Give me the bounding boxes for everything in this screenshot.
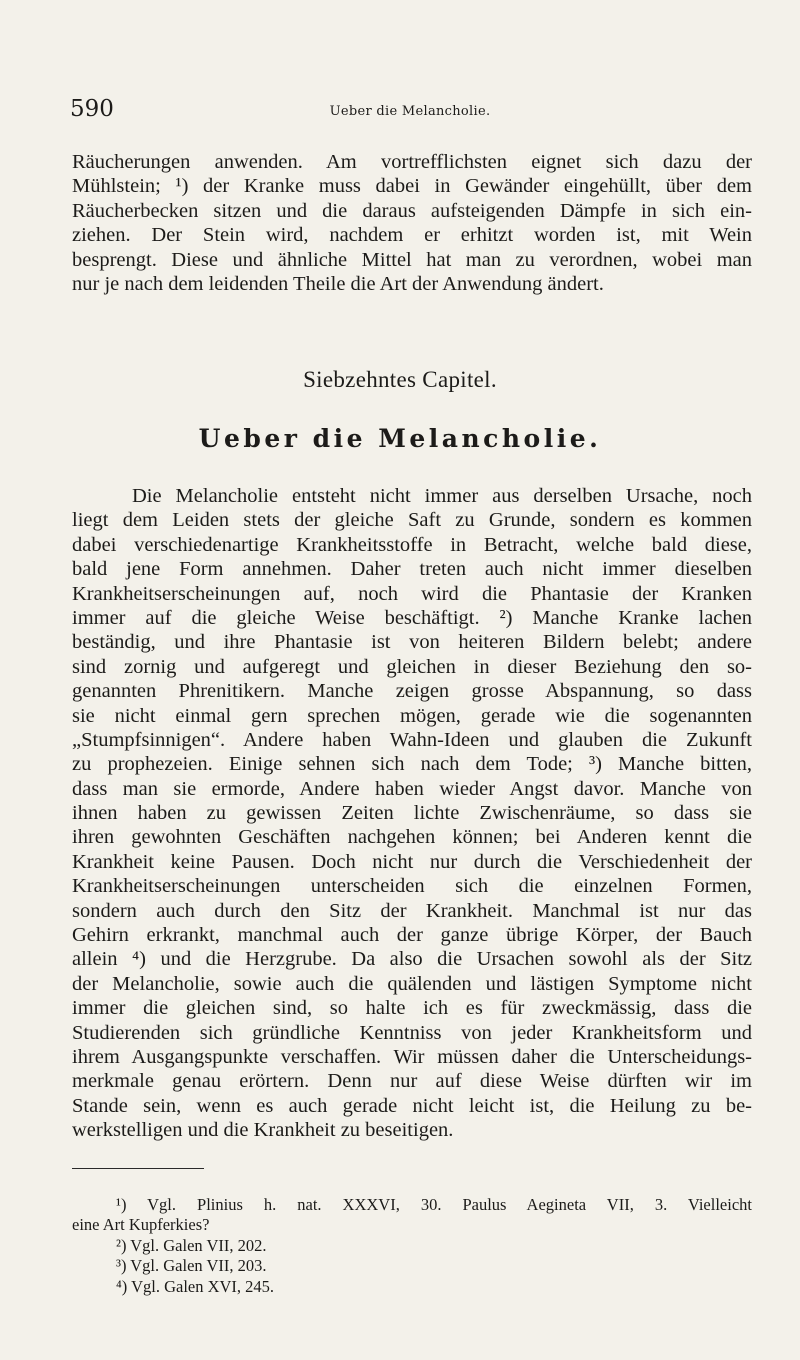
text-line: genannten Phrenitikern. Manche zeigen grosse Abspannung, so dass: [72, 680, 752, 703]
text-line: besprengt. Diese und ähnliche Mittel hat man zu verordnen, wobei man: [72, 248, 752, 271]
text-line: der Melancholie, sowie auch die quälenden und lästigen Symptome nicht: [72, 972, 752, 995]
text-line: ihnen haben zu gewissen Zeiten lichte Zwischenräume, so dass sie: [72, 802, 752, 825]
text-line: immer auf die gleiche Weise beschäftigt. ²) Manche Kranke lachen: [72, 606, 752, 629]
footnote-line: ²) Vgl. Galen VII, 202.: [116, 1235, 267, 1255]
text-line: nur je nach dem leidenden Theile die Art der Anwendung ändert.: [72, 272, 604, 295]
text-line: dass man sie ermorde, Andere haben wieder Angst davor. Manche von: [72, 777, 752, 800]
text-line: „Stumpfsinnigen“. Andere haben Wahn-Ideen und glauben die Zukunft: [72, 728, 752, 751]
text-line: Stande sein, wenn es auch gerade nicht leicht ist, die Heilung zu be-: [72, 1094, 752, 1117]
footnote-line: ¹) Vgl. Plinius h. nat. XXXVI, 30. Paulus Aegineta VII, 3. Vielleicht: [116, 1195, 752, 1214]
text-line: Krankheit keine Pausen. Doch nicht nur durch die Verschiedenheit der: [72, 850, 752, 873]
text-line: merkmale genau erörtern. Denn nur auf diese Weise dürften wir im: [72, 1070, 752, 1093]
text-line: beständig, und ihre Phantasie ist von heiteren Bildern belebt; andere: [72, 631, 752, 654]
text-line: Die Melancholie entsteht nicht immer aus derselben Ursache, noch: [132, 485, 752, 507]
text-line: ihren gewohnten Geschäften nachgehen können; bei Anderen kennt die: [72, 826, 752, 849]
text-line: dabei verschiedenartige Krankheitsstoffe in Betracht, welche bald diese,: [72, 533, 752, 556]
footnote-line: eine Art Kupferkies?: [72, 1215, 210, 1235]
text-line: Krankheitserscheinungen auf, noch wird die Phantasie der Kranken: [72, 582, 752, 605]
text-line: sind zornig und aufgeregt und gleichen in dieser Beziehung den so-: [72, 655, 752, 678]
text-line: Mühlstein; ¹) der Kranke muss dabei in Gewänder eingehüllt, über dem: [72, 175, 752, 198]
text-line: Gehirn erkrankt, manchmal auch der ganze übrige Körper, der Bauch: [72, 924, 752, 947]
top-paragraph: [72, 150, 752, 296]
running-title: Ueber die Melancholie.: [329, 104, 491, 119]
text-line: immer die gleichen sind, so halte ich es für zweckmässig, dass die: [72, 997, 752, 1020]
text-line: Räucherungen anwenden. Am vortrefflichsten eignet sich dazu der: [72, 151, 752, 173]
page-header: [70, 96, 750, 126]
text-line: ziehen. Der Stein wird, nachdem er erhitzt worden ist, mit Wein: [72, 224, 752, 247]
text-line: Räucherbecken sitzen und die daraus aufsteigenden Dämpfe in sich ein-: [72, 199, 752, 222]
text-line: werkstelligen und die Krankheit zu beseitigen.: [72, 1119, 454, 1142]
text-line: bald jene Form annehmen. Daher treten auch nicht immer dieselben: [72, 558, 752, 581]
text-line: sie nicht einmal gern sprechen mögen, gerade wie die sogenannten: [72, 704, 752, 727]
main-paragraph: [72, 484, 752, 1143]
footnote-line: ³) Vgl. Galen VII, 203.: [116, 1256, 267, 1276]
footnote-divider: [72, 1168, 204, 1169]
page-number: 590: [70, 96, 114, 122]
text-line: liegt dem Leiden stets der gleiche Saft zu Grunde, sondern es kommen: [72, 509, 752, 532]
text-line: allein ⁴) und die Herzgrube. Da also die Ursachen sowohl als der Sitz: [72, 948, 752, 971]
footnotes: [72, 1195, 752, 1297]
text-line: zu prophezeien. Einige sehnen sich nach dem Tode; ³) Manche bitten,: [72, 753, 752, 776]
text-line: Studierenden sich gründliche Kenntniss von jeder Krankheitsform und: [72, 1021, 752, 1044]
chapter-title: Ueber die Melancholie.: [198, 424, 602, 453]
footnote-line: ⁴) Vgl. Galen XVI, 245.: [116, 1276, 275, 1296]
text-line: Krankheitserscheinungen unterscheiden sich die einzelnen Formen,: [72, 875, 752, 898]
text-line: ihrem Ausgangspunkte verschaffen. Wir müssen daher die Unterscheidungs-: [72, 1045, 752, 1068]
text-line: sondern auch durch den Sitz der Krankheit. Manchmal ist nur das: [72, 899, 752, 922]
chapter-heading: Siebzehntes Capitel.: [303, 367, 497, 392]
